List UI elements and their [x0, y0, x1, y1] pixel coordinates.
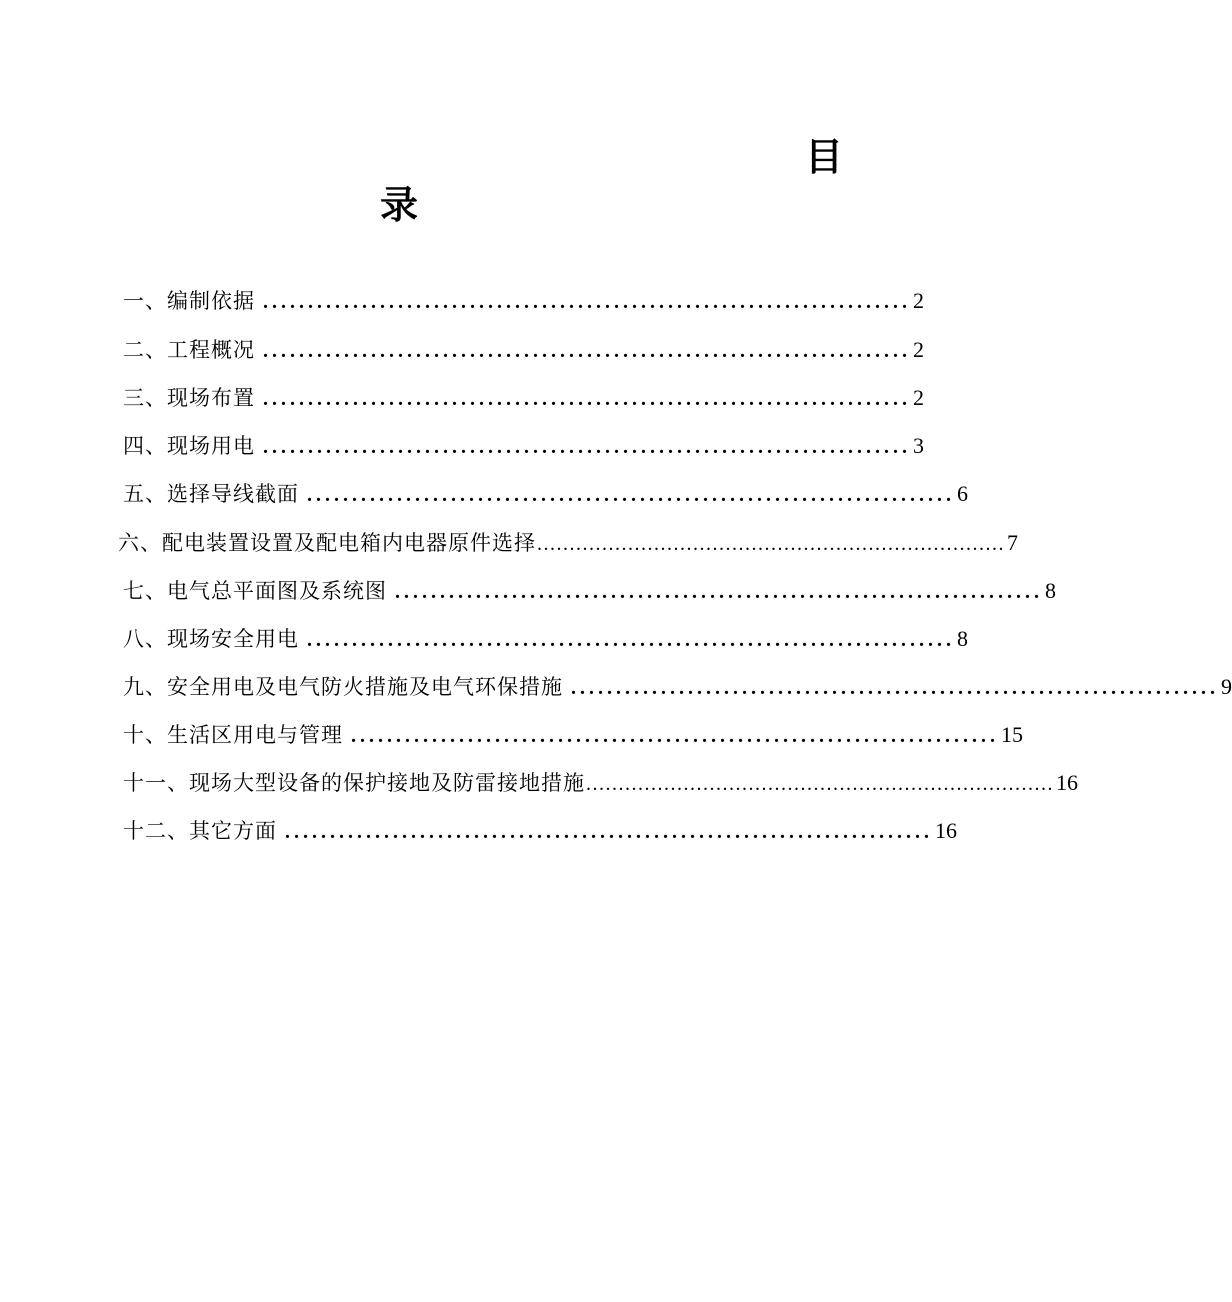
toc-entry-label: 九、安全用电及电气防火措施及电气环保措施	[123, 675, 563, 699]
toc-entry-label: 三、现场布置	[123, 386, 255, 410]
toc-leader-dots: ........................................................................	[307, 484, 955, 506]
toc-leader-dots: ........................................................................	[263, 436, 911, 458]
toc-entry-page: 16	[1056, 770, 1078, 795]
toc-entry[interactable]	[123, 624, 968, 654]
toc-leader-dots: ........................................................................	[285, 821, 933, 843]
toc-entry-label: 七、电气总平面图及系统图	[123, 579, 387, 603]
toc-leader-dots: ........................................................................	[263, 291, 911, 313]
toc-entry-label: 二、工程概况	[123, 338, 255, 362]
toc-entry-page: 16	[935, 818, 957, 843]
toc-entry-page: 8	[1045, 578, 1056, 603]
toc-leader-dots: ........................................................................	[307, 629, 955, 651]
toc-leader-dots: ........................................................................	[263, 340, 911, 362]
toc-leader-dots: ........................................................................	[351, 725, 999, 747]
toc-entry-label: 四、现场用电	[123, 434, 255, 458]
toc-entry-page: 2	[913, 337, 924, 362]
toc-entry-label: 十二、其它方面	[123, 819, 277, 843]
toc-leader-dots: ........................................................................	[263, 388, 911, 410]
toc-entry[interactable]	[123, 672, 1232, 702]
toc-leader-dots: ........................................................................	[571, 677, 1219, 699]
toc-entry-label: 十一、现场大型设备的保护接地及防雷接地措施	[123, 771, 585, 795]
toc-entry[interactable]	[123, 576, 1056, 606]
toc-entry-page: 8	[957, 626, 968, 651]
toc-entry-page: 3	[913, 433, 924, 458]
toc-entry[interactable]	[123, 286, 924, 316]
toc-entry[interactable]	[123, 335, 924, 365]
toc-entry-label: 一、编制依据	[123, 289, 255, 313]
toc-entry-page: 7	[1007, 530, 1018, 555]
toc-entry-label: 十、生活区用电与管理	[123, 723, 343, 747]
toc-entry[interactable]	[123, 720, 1023, 750]
toc-entry-label: 六、配电装置设置及配电箱内电器原件选择	[118, 531, 536, 555]
toc-entry[interactable]	[123, 431, 924, 461]
toc-entry-page: 2	[913, 385, 924, 410]
toc-entry[interactable]	[123, 816, 957, 846]
toc-entry-page: 15	[1001, 722, 1023, 747]
toc-entry-page: 9	[1221, 674, 1232, 699]
toc-entry-label: 八、现场安全用电	[123, 627, 299, 651]
toc-leader-dots: ........................................................................	[395, 581, 1043, 603]
toc-entry-page: 2	[913, 288, 924, 313]
toc-leader-dots: ........................................................................	[586, 773, 1054, 795]
toc-entry-label: 五、选择导线截面	[123, 482, 299, 506]
toc-entry[interactable]	[123, 479, 968, 509]
toc-entry[interactable]	[123, 383, 924, 413]
toc-entry[interactable]	[118, 528, 1018, 558]
toc-entry[interactable]	[123, 768, 1078, 798]
toc-leader-dots: ........................................................................	[537, 533, 1005, 555]
toc-title-char-1: 目	[805, 135, 844, 179]
toc-entry-page: 6	[957, 481, 968, 506]
toc-title-char-2: 录	[380, 183, 419, 227]
